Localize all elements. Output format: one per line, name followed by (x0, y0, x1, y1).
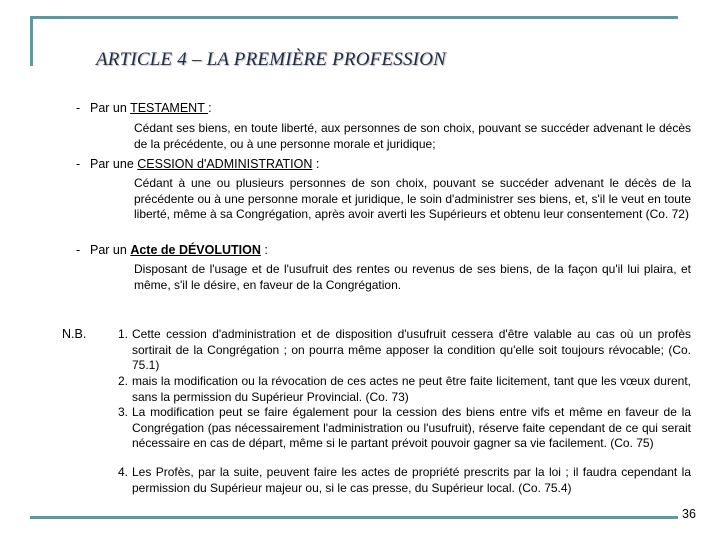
frame-left-rule (30, 16, 33, 66)
note-number: 2. (117, 374, 128, 388)
mode-suffix: : (208, 101, 212, 115)
note-number: 1. (117, 327, 128, 341)
note-item: La modification peut se faire également pour la cession des biens entre vifs et même en faveur de la Congrégation (pas nécessairement l'administration ou l'usufruit), réserve faite cependant de ce qui serait nécessaire en cas de départ, même si le partant prévoit pouvoir gagner sa vie facilement. (Co. 75) (132, 405, 691, 450)
mode-testament (76, 101, 212, 115)
mode-prefix: Par un (90, 101, 131, 115)
frame-top-rule (30, 16, 678, 19)
frame-bottom-rule (30, 516, 678, 519)
note-number: 3. (117, 405, 128, 419)
page-title: ARTICLE 4 – LA PREMIÈRE PROFESSION (96, 49, 446, 70)
mode-prefix: Par un (90, 243, 131, 257)
note-item: mais la modification ou la révocation de ces actes ne peut être faite licitement, tant que les vœux durent, sans la permission du Supérieur Provincial. (Co. 73) (132, 374, 691, 404)
mode-description: Disposant de l'usage et de l'usufruit des rentes ou revenus de ses biens, de la façon qu'il lui plaira, et même, s'il le désire, en faveur de la Congrégation. (134, 262, 691, 292)
mode-term: TESTAMENT (130, 101, 209, 115)
mode-description: Cédant à une ou plusieurs personnes de son choix, pouvant se succéder advenant le décès de la précédente ou à une personne morale et juridique, le soin d'administrer ses biens, et, s'il le veut en toute liberté, même à sa Congrégation, après avoir averti les Supérieurs et obtenu leur consentement (Co. 72) (134, 176, 691, 221)
mode-suffix: : (312, 157, 320, 171)
bullet-dash: - (76, 157, 81, 171)
bullet-dash: - (76, 101, 81, 115)
mode-suffix: : (260, 243, 268, 257)
nb-label: N.B. (62, 327, 87, 341)
bullet-dash: - (76, 243, 81, 257)
mode-description: Cédant ses biens, en toute liberté, aux personnes de son choix, pouvant se succéder advenant le décès de la précédente, ou à une personne morale et juridique; (134, 121, 691, 151)
mode-term: CESSION d'ADMINISTRATION (137, 157, 313, 171)
mode-cession (76, 157, 319, 171)
mode-prefix: Par une (90, 157, 138, 171)
note-number: 4. (117, 465, 128, 479)
note-item: Cette cession d'administration et de disposition d'usufruit cessera d'être valable au cas où un profès sortirait de la Congrégation ; on pourra même apposer la condition qu'elle soit toujours révocable; (Co. 75.1) (132, 327, 691, 372)
mode-term: Acte de DÉVOLUTION (130, 243, 261, 257)
mode-devolution (76, 243, 268, 257)
note-item: Les Profès, par la suite, peuvent faire les actes de propriété prescrits par la loi ; il faudra cependant la permission du Supérieur majeur ou, si le cas presse, du Supérieur local. (Co. 75.4) (132, 465, 691, 495)
page-number: 36 (682, 507, 696, 521)
